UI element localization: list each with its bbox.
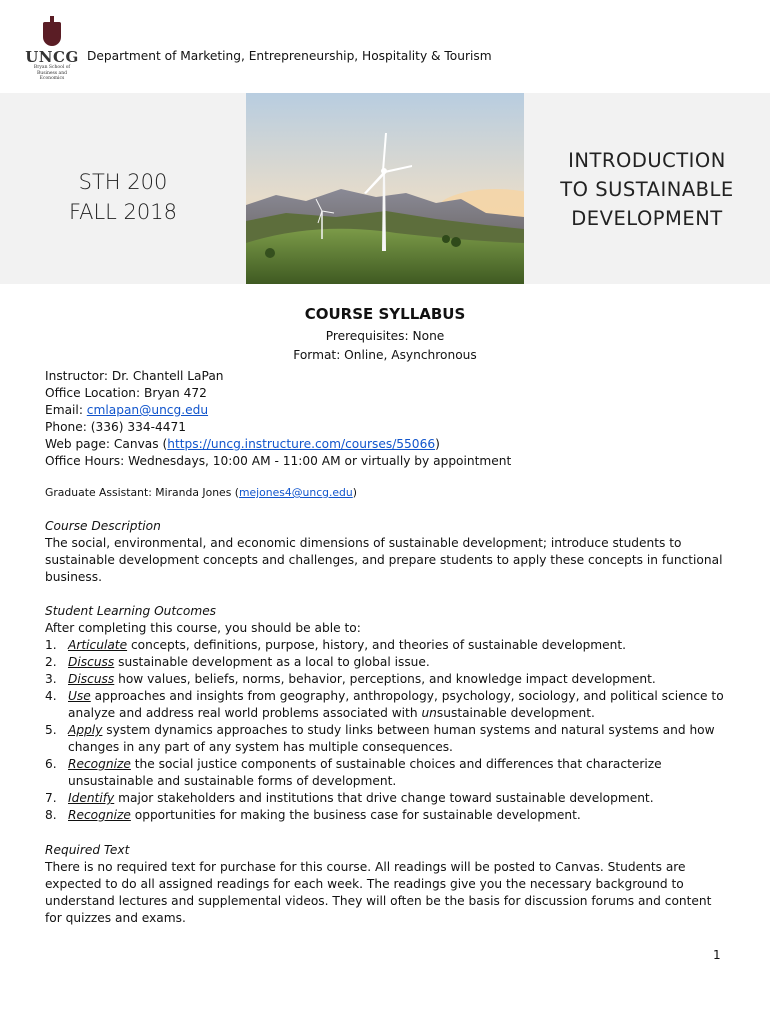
course-code	[0, 167, 246, 227]
course-banner	[0, 93, 770, 284]
item-number: 6.	[45, 757, 57, 771]
outcome-verb: Articulate	[68, 638, 128, 652]
graduate-assistant-line	[45, 485, 357, 500]
outcomes-list	[45, 637, 725, 824]
course-term: FALL 2018	[68, 200, 178, 224]
department-name: Department of Marketing, Entrepreneurship, Hospitality & Tourism	[87, 49, 492, 63]
item-number: 1.	[45, 638, 57, 652]
course-title-line-2: TO SUSTAINABLE	[560, 178, 734, 201]
learning-outcomes-intro: After completing this course, you should be able to:	[45, 621, 361, 635]
list-item	[45, 756, 725, 790]
ga-label: Graduate Assistant: Miranda Jones (	[45, 486, 239, 499]
item-number: 2.	[45, 655, 57, 669]
outcome-verb: Recognize	[68, 808, 131, 822]
prerequisites: Prerequisites: None	[325, 329, 445, 343]
course-title-line-3: DEVELOPMENT	[571, 207, 723, 230]
tower-icon	[39, 22, 65, 48]
outcome-verb: Recognize	[68, 757, 131, 771]
logo-subtext: Bryan School of Business and Economics	[33, 65, 71, 81]
item-number: 4.	[45, 689, 57, 703]
outcome-verb: Discuss	[68, 672, 115, 686]
list-item	[45, 654, 725, 671]
page-header	[22, 22, 492, 82]
instructor-email-link[interactable]: cmlapan@uncg.edu	[86, 403, 209, 417]
list-item	[45, 790, 725, 807]
list-item	[45, 688, 725, 722]
wind-turbine-landscape-image	[246, 93, 524, 284]
course-format: Format: Online, Asynchronous	[293, 348, 477, 362]
outcome-text: sustainable development as a local to global issue.	[114, 655, 430, 669]
outcome-text: major stakeholders and institutions that drive change toward sustainable development.	[114, 791, 654, 805]
instructor-info	[45, 368, 511, 470]
outcome-verb: Discuss	[68, 655, 115, 669]
ga-close: )	[352, 486, 357, 499]
learning-outcomes	[45, 603, 725, 824]
email-label: Email:	[45, 403, 87, 417]
list-item	[45, 637, 725, 654]
email-line	[45, 402, 511, 419]
item-number: 3.	[45, 672, 57, 686]
outcome-verb: Use	[68, 689, 91, 703]
web-close: )	[435, 437, 440, 451]
ga-email-link[interactable]: mejones4@uncg.edu	[238, 486, 353, 499]
instructor-name: Instructor: Dr. Chantell LaPan	[45, 369, 224, 383]
learning-outcomes-heading: Student Learning Outcomes	[45, 604, 217, 618]
page-number: 1	[713, 948, 721, 962]
course-description	[45, 518, 725, 586]
uncg-logo	[22, 22, 82, 82]
outcome-text: system dynamics approaches to study links between human systems and natural systems and how changes in any part of any system has multiple consequences.	[68, 723, 715, 754]
item-number: 7.	[45, 791, 57, 805]
outcome-text: approaches and insights from geography, anthropology, psychology, sociology, and political science to analyze and address real world problems associated with	[68, 689, 724, 720]
web-label: Web page: Canvas (	[45, 437, 168, 451]
course-title-line-1: INTRODUCTION	[568, 149, 726, 172]
outcome-emphasis: un	[421, 706, 437, 720]
list-item	[45, 671, 725, 688]
list-item	[45, 807, 725, 824]
course-description-heading: Course Description	[45, 519, 161, 533]
course-title	[524, 146, 770, 233]
web-page-line	[45, 436, 511, 453]
outcome-tail: sustainable development.	[436, 706, 595, 720]
syllabus-title: COURSE SYLLABUS	[304, 305, 466, 323]
office-location: Office Location: Bryan 472	[45, 386, 207, 400]
phone: Phone: (336) 334-4471	[45, 420, 187, 434]
required-text-heading: Required Text	[45, 843, 130, 857]
outcome-verb: Identify	[68, 791, 115, 805]
list-item	[45, 722, 725, 756]
course-description-text: The social, environmental, and economic dimensions of sustainable development; introduce students to sustainable development concepts and challenges, and prepare students to apply these concepts in functional business.	[45, 536, 723, 584]
required-text-body: There is no required text for purchase for this course. All readings will be posted to Canvas. Students are expected to do all assigned readings for each week. The readings give you the necessary background to understand lectures and supplemental videos. They will often be the basis for discussion forums and content for quizzes and exams.	[45, 860, 712, 925]
office-hours: Office Hours: Wednesdays, 10:00 AM - 11:00 AM or virtually by appointment	[45, 454, 512, 468]
outcome-text: the social justice components of sustainable choices and differences that characterize unsustainable and sustainable forms of development.	[68, 757, 662, 788]
required-text	[45, 842, 725, 927]
logo-text: UNCG	[25, 48, 79, 66]
outcome-text: concepts, definitions, purpose, history, and theories of sustainable development.	[127, 638, 627, 652]
course-number: STH 200	[78, 170, 168, 194]
item-number: 5.	[45, 723, 57, 737]
item-number: 8.	[45, 808, 57, 822]
outcome-verb: Apply	[68, 723, 103, 737]
canvas-course-link[interactable]: https://uncg.instructure.com/courses/55066	[167, 437, 436, 451]
outcome-text: opportunities for making the business case for sustainable development.	[130, 808, 581, 822]
wind-turbine-photo	[246, 93, 524, 284]
outcome-text: how values, beliefs, norms, behavior, perceptions, and knowledge impact development.	[114, 672, 656, 686]
